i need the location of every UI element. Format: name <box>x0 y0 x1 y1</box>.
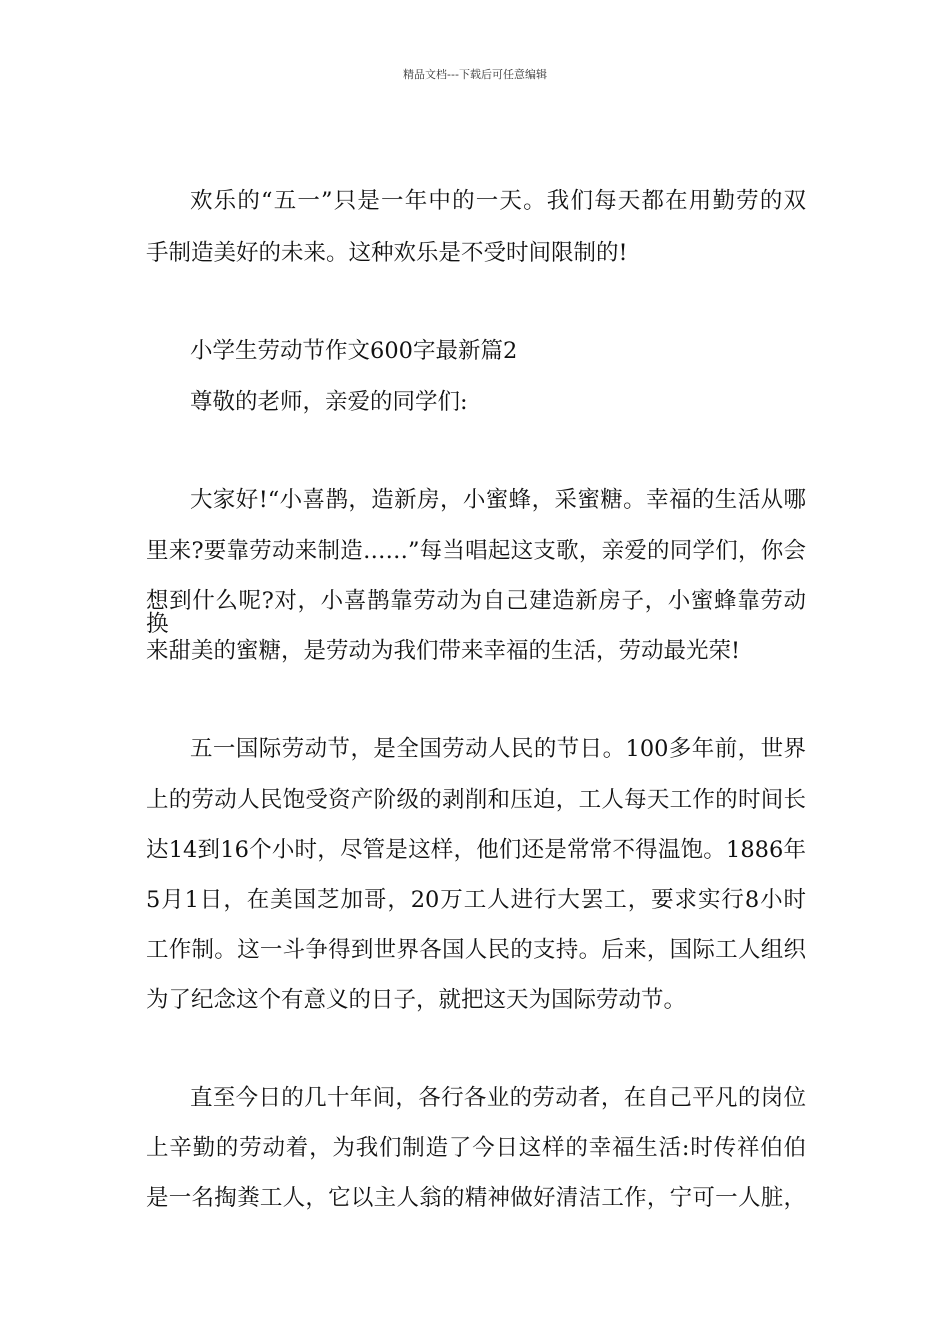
paragraph-line: 手制造美好的未来。这种欢乐是不受时间限制的! <box>146 240 628 266</box>
paragraph-line: 为了纪念这个有意义的日子，就把这天为国际劳动节。 <box>146 987 687 1013</box>
paragraph-line: 是一名掏粪工人，它以主人翁的精神做好清洁工作，宁可一人脏， <box>146 1185 806 1211</box>
paragraph-line: 五一国际劳动节，是全国劳动人民的节日。100多年前，世界 <box>190 736 806 762</box>
salutation-line: 尊敬的老师，亲爱的同学们: <box>190 389 468 415</box>
paragraph-line: 工作制。这一斗争得到世界各国人民的支持。后来，国际工人组织 <box>146 937 806 963</box>
page-header-note: 精品文档---下载后可任意编辑 <box>403 68 547 81</box>
paragraph-line: 欢乐的“五一”只是一年中的一天。我们每天都在用勤劳的双 <box>190 188 806 214</box>
section-title: 小学生劳动节作文600字最新篇2 <box>190 338 518 364</box>
paragraph-line: 直至今日的几十年间，各行各业的劳动者，在自己平凡的岗位 <box>190 1085 806 1111</box>
paragraph-line: 达14到16个小时，尽管是这样，他们还是常常不得温饱。1886年 <box>146 837 806 863</box>
paragraph-line: 上的劳动人民饱受资产阶级的剥削和压迫，工人每天工作的时间长 <box>146 787 806 813</box>
paragraph-line: 想到什么呢?对，小喜鹊靠劳动为自己建造新房子，小蜜蜂靠劳动换 <box>146 588 806 637</box>
paragraph-line: 大家好!“小喜鹊，造新房，小蜜蜂，采蜜糖。幸福的生活从哪 <box>190 487 806 513</box>
paragraph-line: 5月1日，在美国芝加哥，20万工人进行大罢工，要求实行8小时 <box>146 887 806 913</box>
paragraph-line: 里来?要靠劳动来制造……”每当唱起这支歌，亲爱的同学们，你会 <box>146 538 806 564</box>
paragraph-line: 来甜美的蜜糖，是劳动为我们带来幸福的生活，劳动最光荣! <box>146 638 741 664</box>
paragraph-line: 上辛勤的劳动着，为我们制造了今日这样的幸福生活:时传祥伯伯 <box>146 1135 806 1161</box>
